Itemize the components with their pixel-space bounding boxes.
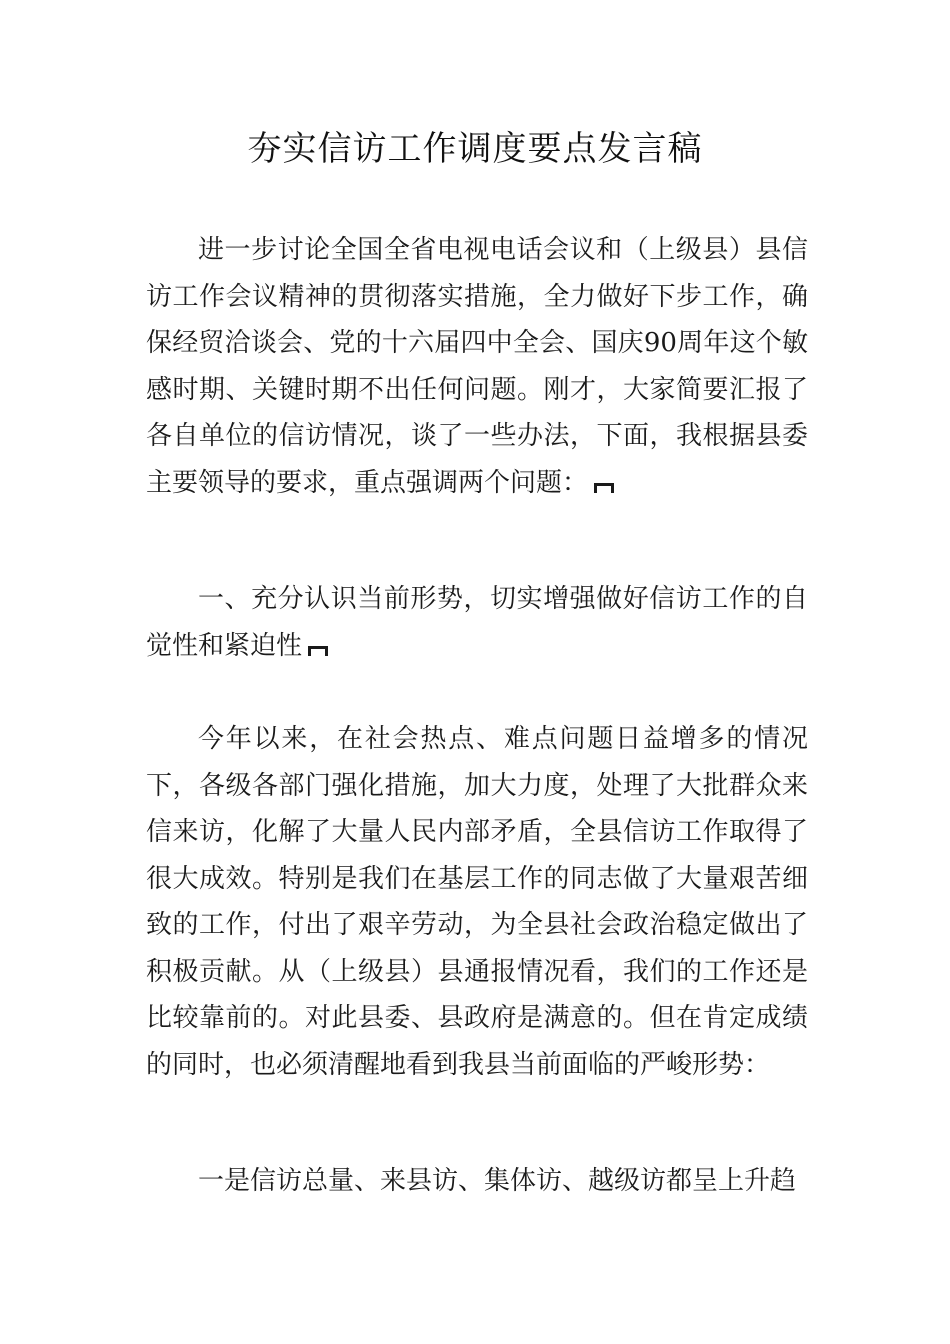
section-heading-1 [146, 576, 808, 669]
paragraph-intro-text: 进一步讨论全国全省电视电话会议和（上级县）县信访工作会议精神的贯彻落实措施，全力做好下步工作，确保经贸洽谈会、党的十六届四中全会、国庆90周年这个敏感时期、关键时期不出任何问题。刚才，大家简要汇报了各自单位的信访情况，谈了一些办法，下面，我根据县委主要领导的要求，重点强调两个问题： [146, 235, 808, 498]
paragraph-intro [146, 227, 808, 506]
paragraph-mark-icon [594, 483, 614, 493]
paragraph-point-1: 一是信访总量、来县访、集体访、越级访都呈上升趋 [198, 1166, 797, 1196]
document-title: 夯实信访工作调度要点发言稿 [247, 129, 703, 169]
section-heading-1-text: 一、充分认识当前形势，切实增强做好信访工作的自觉性和紧迫性 [146, 584, 808, 661]
paragraph-mark-icon [308, 646, 328, 656]
paragraph-situation: 今年以来，在社会热点、难点问题日益增多的情况下，各级各部门强化措施，加大力度，处理了大批群众来信来访，化解了大量人民内部矛盾，全县信访工作取得了很大成效。特别是我们在基层工作的同志做了大量艰苦细致的工作，付出了艰辛劳动，为全县社会政治稳定做出了积极贡献。从（上级县）县通报情况看，我们的工作还是比较靠前的。对此县委、县政府是满意的。但在肯定成绩的同时，也必须清醒地看到我县当前面临的严峻形势： [146, 724, 808, 1080]
